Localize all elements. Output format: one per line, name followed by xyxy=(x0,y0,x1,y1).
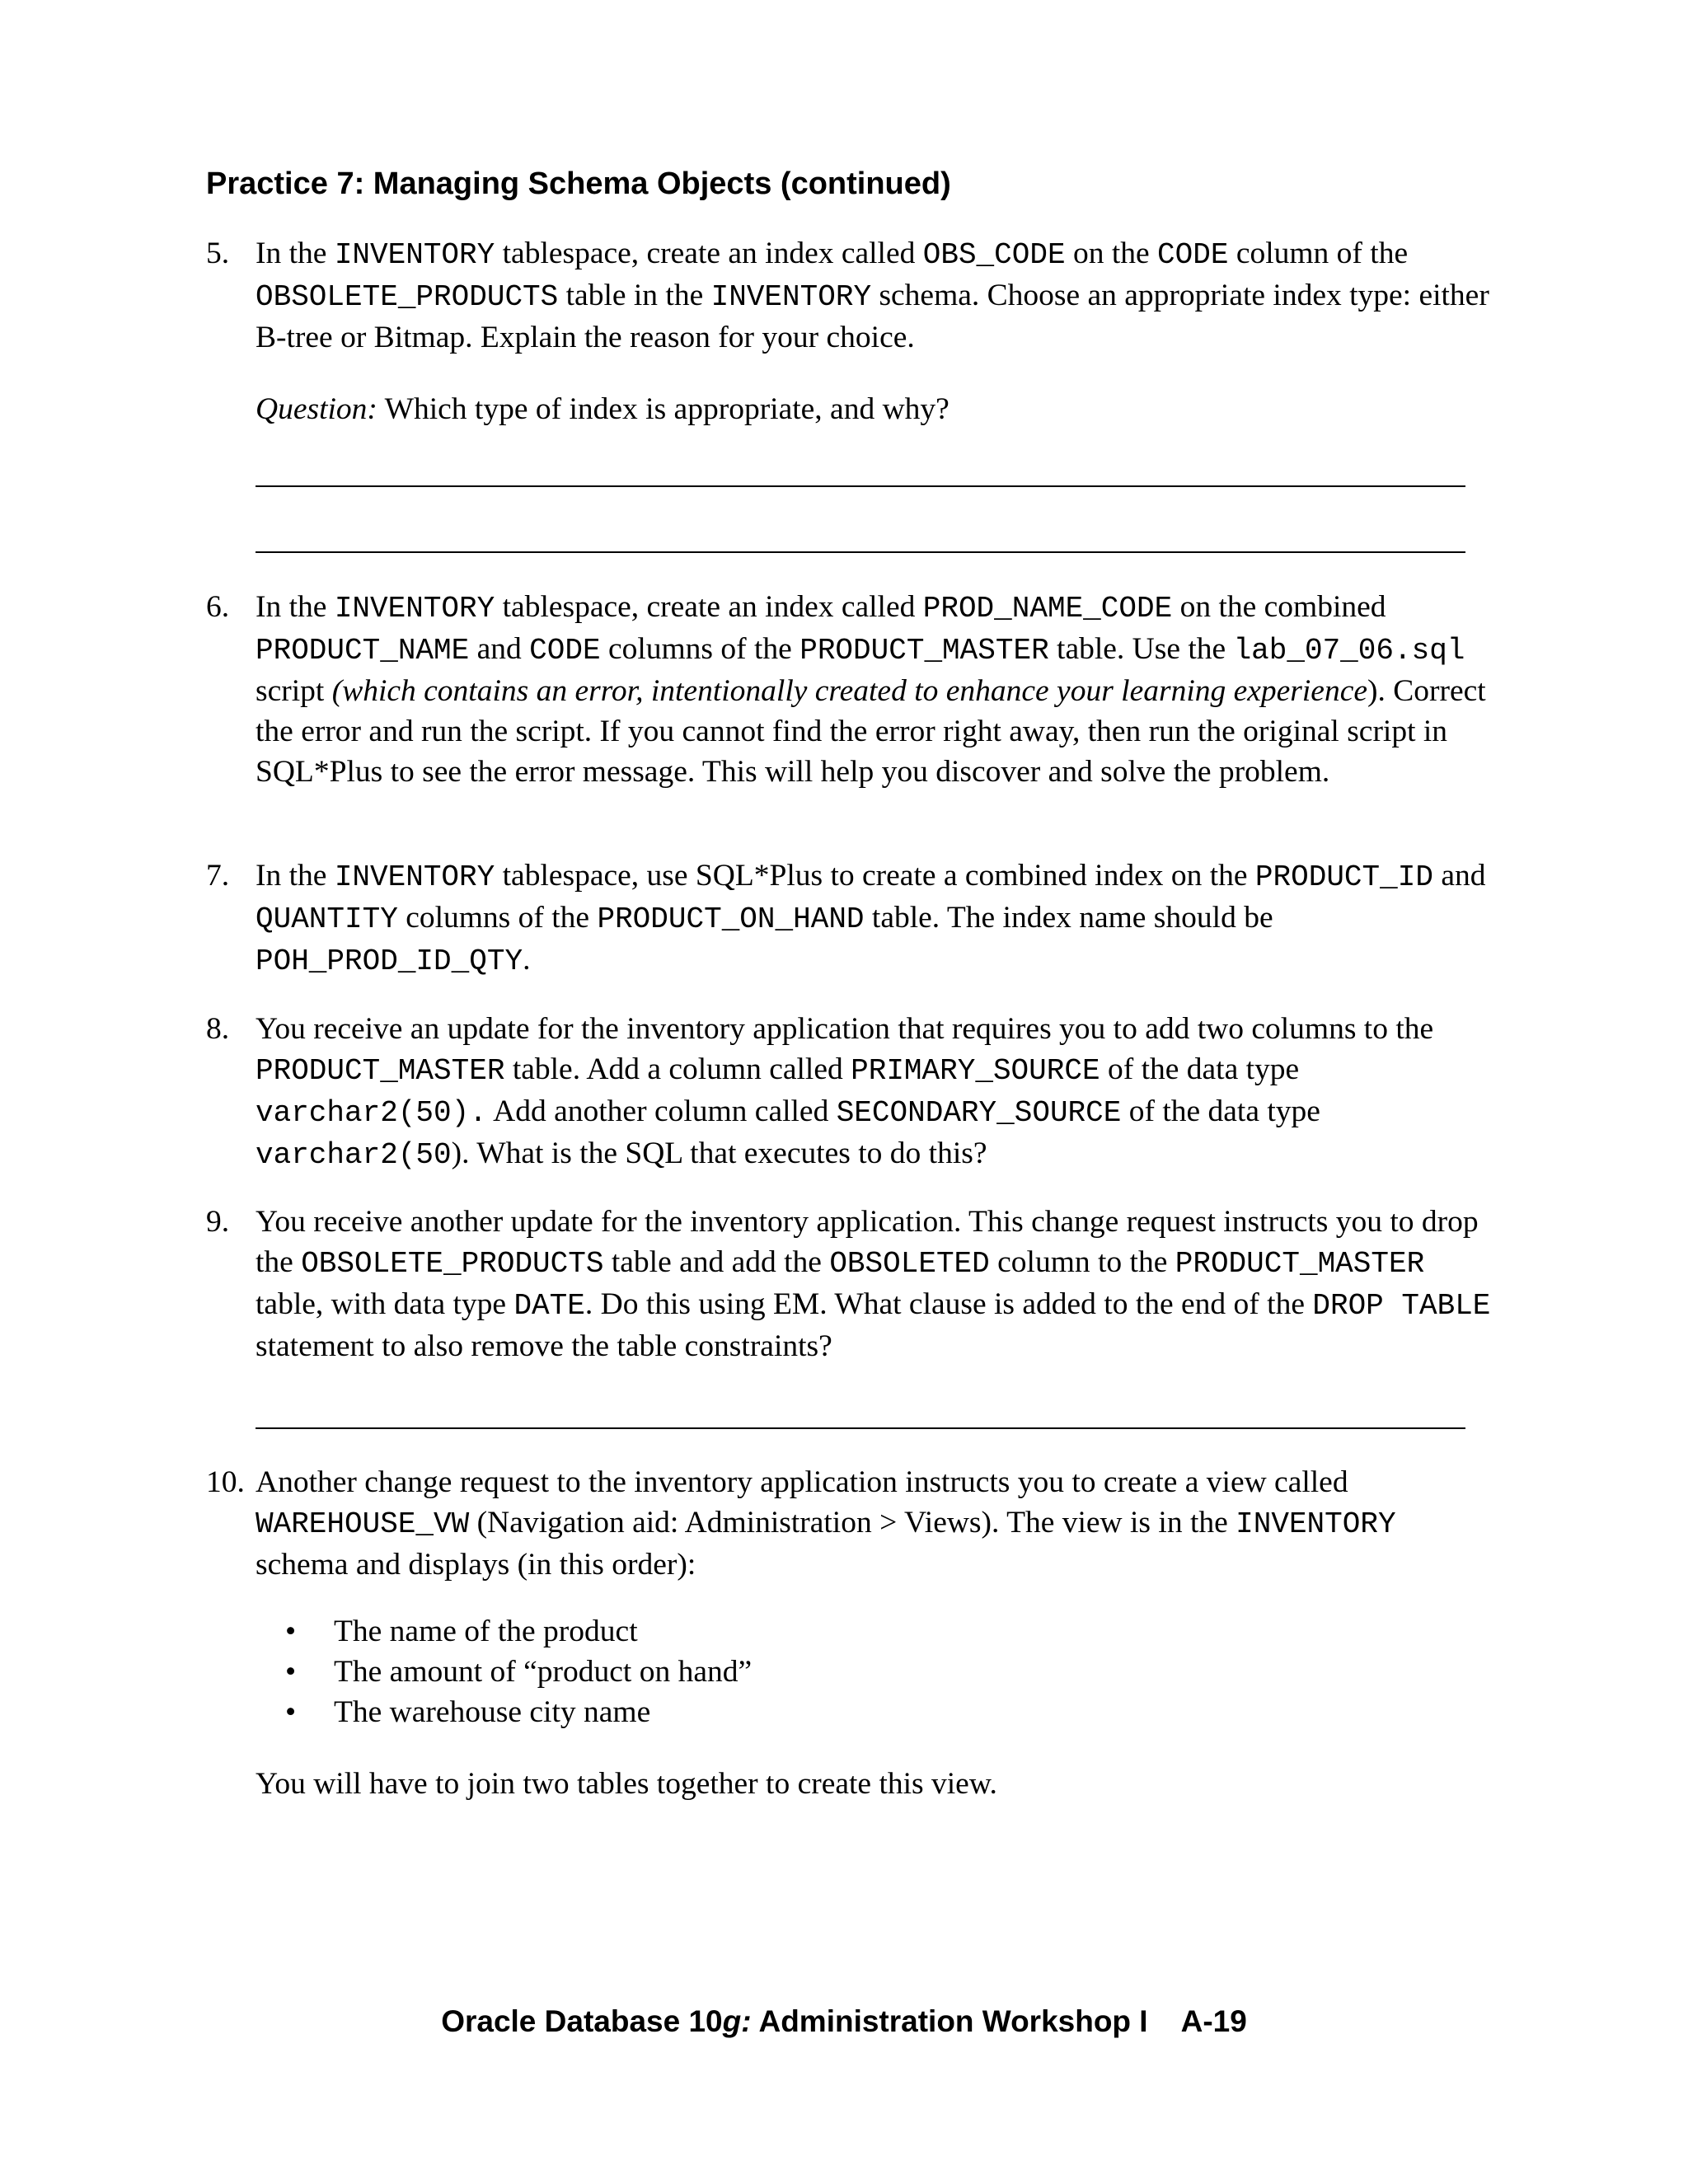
footer-title: Oracle Database 10g: Administration Workshop I xyxy=(441,2004,1148,2038)
step-number: 7. xyxy=(206,859,230,893)
practice-step-5 xyxy=(206,233,1492,429)
step-number: 6. xyxy=(206,590,230,624)
code-term: lab_07_06.sql xyxy=(1233,634,1465,668)
step-text xyxy=(256,1462,1492,1585)
text-run: schema. Choose an appropriate index type: either B-tree or Bitmap. Explain the reason for your choice. xyxy=(256,279,1489,354)
emphasis-text: (which contains an error, intentionally created to enhance your learning experience xyxy=(331,674,1367,708)
page-footer xyxy=(0,2001,1688,2042)
question-text: Which type of index is appropriate, and why? xyxy=(377,392,950,426)
text-run: Add another column called xyxy=(486,1094,837,1128)
code-term: INVENTORY xyxy=(1236,1507,1396,1541)
step-number: 8. xyxy=(206,1012,230,1046)
text-run: (Navigation aid: Administration > Views). The view is in the xyxy=(469,1506,1236,1540)
text-run: columns of the xyxy=(397,901,598,935)
text-run: schema and displays (in this order): xyxy=(256,1548,696,1582)
practice-step-9 xyxy=(206,1202,1492,1366)
text-run: of the data type xyxy=(1100,1052,1300,1086)
text-run: tablespace, create an index called xyxy=(495,590,923,624)
code-term: DROP TABLE xyxy=(1312,1289,1491,1323)
step-number: 10. xyxy=(206,1465,245,1499)
text-run: Another change request to the inventory application instructs you to create a view called xyxy=(256,1465,1348,1499)
code-term: PRODUCT_NAME xyxy=(256,634,470,668)
text-run: tablespace, create an index called xyxy=(495,237,923,270)
text-run: table. Add a column called xyxy=(504,1052,851,1086)
code-term: PROD_NAME_CODE xyxy=(922,592,1173,626)
closing-note: You will have to join two tables together to create this view. xyxy=(256,1767,997,1801)
code-term: PRIMARY_SOURCE xyxy=(851,1054,1100,1088)
list-item: • The amount of “product on hand” xyxy=(256,1652,1492,1692)
code-term: PRODUCT_MASTER xyxy=(799,634,1049,668)
bullet-icon: • xyxy=(285,1695,297,1729)
step-text xyxy=(256,1202,1492,1366)
code-term: varchar2(50). xyxy=(256,1096,487,1130)
bullet-icon: • xyxy=(285,1615,297,1648)
list-item: • The name of the product xyxy=(256,1611,1492,1652)
text-run: table. Use the xyxy=(1048,632,1234,666)
code-term: PRODUCT_ON_HAND xyxy=(597,902,865,936)
text-run: table. The index name should be xyxy=(864,901,1273,935)
text-run: on the combined xyxy=(1172,590,1386,624)
code-term: DATE xyxy=(513,1289,585,1323)
code-term: INVENTORY xyxy=(334,238,495,272)
text-run: ). What is the SQL that executes to do this? xyxy=(451,1137,987,1170)
code-term: QUANTITY xyxy=(256,902,398,936)
page-title: Practice 7: Managing Schema Objects (continued) xyxy=(206,166,951,201)
answer-line xyxy=(256,1427,1465,1429)
text-run: column of the xyxy=(1228,237,1409,270)
text-run: In the xyxy=(256,237,335,270)
step-text xyxy=(256,587,1492,792)
code-term: WAREHOUSE_VW xyxy=(256,1507,470,1541)
answer-line xyxy=(256,551,1465,553)
code-term: OBSOLETED xyxy=(829,1247,990,1281)
question-prompt xyxy=(256,389,1492,429)
practice-step-6 xyxy=(206,587,1492,792)
text-run: You receive another update for the inventory application. This change request instructs you to drop the xyxy=(256,1205,1479,1279)
code-term: PRODUCT_MASTER xyxy=(1175,1247,1425,1281)
code-term: SECONDARY_SOURCE xyxy=(836,1096,1122,1130)
bullet-icon: • xyxy=(285,1655,297,1689)
text-run: In the xyxy=(256,590,335,624)
code-term: INVENTORY xyxy=(334,860,495,894)
text-run: script xyxy=(256,674,332,708)
code-term: INVENTORY xyxy=(710,280,872,314)
step-number: 9. xyxy=(206,1205,230,1239)
code-term: OBS_CODE xyxy=(922,238,1066,272)
text-run: table, with data type xyxy=(256,1287,514,1321)
step-text xyxy=(256,1009,1492,1175)
question-label: Question: xyxy=(256,392,377,426)
code-term: CODE xyxy=(529,634,601,668)
step-text xyxy=(256,233,1492,358)
text-run: and xyxy=(1432,859,1486,893)
code-term: OBSOLETE_PRODUCTS xyxy=(301,1247,604,1281)
text-run: on the xyxy=(1065,237,1158,270)
text-run: of the data type xyxy=(1121,1094,1320,1128)
list-item: • The warehouse city name xyxy=(256,1692,1492,1732)
code-term: varchar2(50 xyxy=(256,1138,452,1172)
text-run: . xyxy=(523,943,531,977)
text-run: In the xyxy=(256,859,335,893)
text-run: statement to also remove the table constraints? xyxy=(256,1329,832,1363)
text-run: You receive an update for the inventory application that requires you to add two columns to the xyxy=(256,1012,1434,1046)
text-run: columns of the xyxy=(600,632,800,666)
text-run: column to the xyxy=(989,1245,1175,1279)
bullet-list xyxy=(256,1611,1492,1732)
code-term: PRODUCT_ID xyxy=(1254,860,1433,894)
code-term: CODE xyxy=(1157,238,1229,272)
step-text xyxy=(256,855,1492,982)
answer-line xyxy=(256,485,1465,487)
practice-step-8 xyxy=(206,1009,1492,1175)
code-term: POH_PROD_ID_QTY xyxy=(256,944,523,978)
text-run: table and add the xyxy=(603,1245,830,1279)
practice-step-10 xyxy=(206,1462,1492,1804)
code-term: OBSOLETE_PRODUCTS xyxy=(256,280,559,314)
page-number: A-19 xyxy=(1180,2004,1247,2038)
text-run: . Do this using EM. What clause is added to the end of the xyxy=(584,1287,1313,1321)
text-run: tablespace, use SQL*Plus to create a combined index on the xyxy=(495,859,1255,893)
text-run: ). Correct the error and run the script. If you cannot find the error right away, then run the original script in SQL*Plus to see the error message. This will help you discover and solve the problem. xyxy=(256,674,1486,789)
text-run: and xyxy=(469,632,530,666)
practice-step-7 xyxy=(206,855,1492,982)
code-term: INVENTORY xyxy=(334,592,495,626)
code-term: PRODUCT_MASTER xyxy=(256,1054,505,1088)
text-run: table in the xyxy=(558,279,711,312)
step-number: 5. xyxy=(206,237,230,270)
